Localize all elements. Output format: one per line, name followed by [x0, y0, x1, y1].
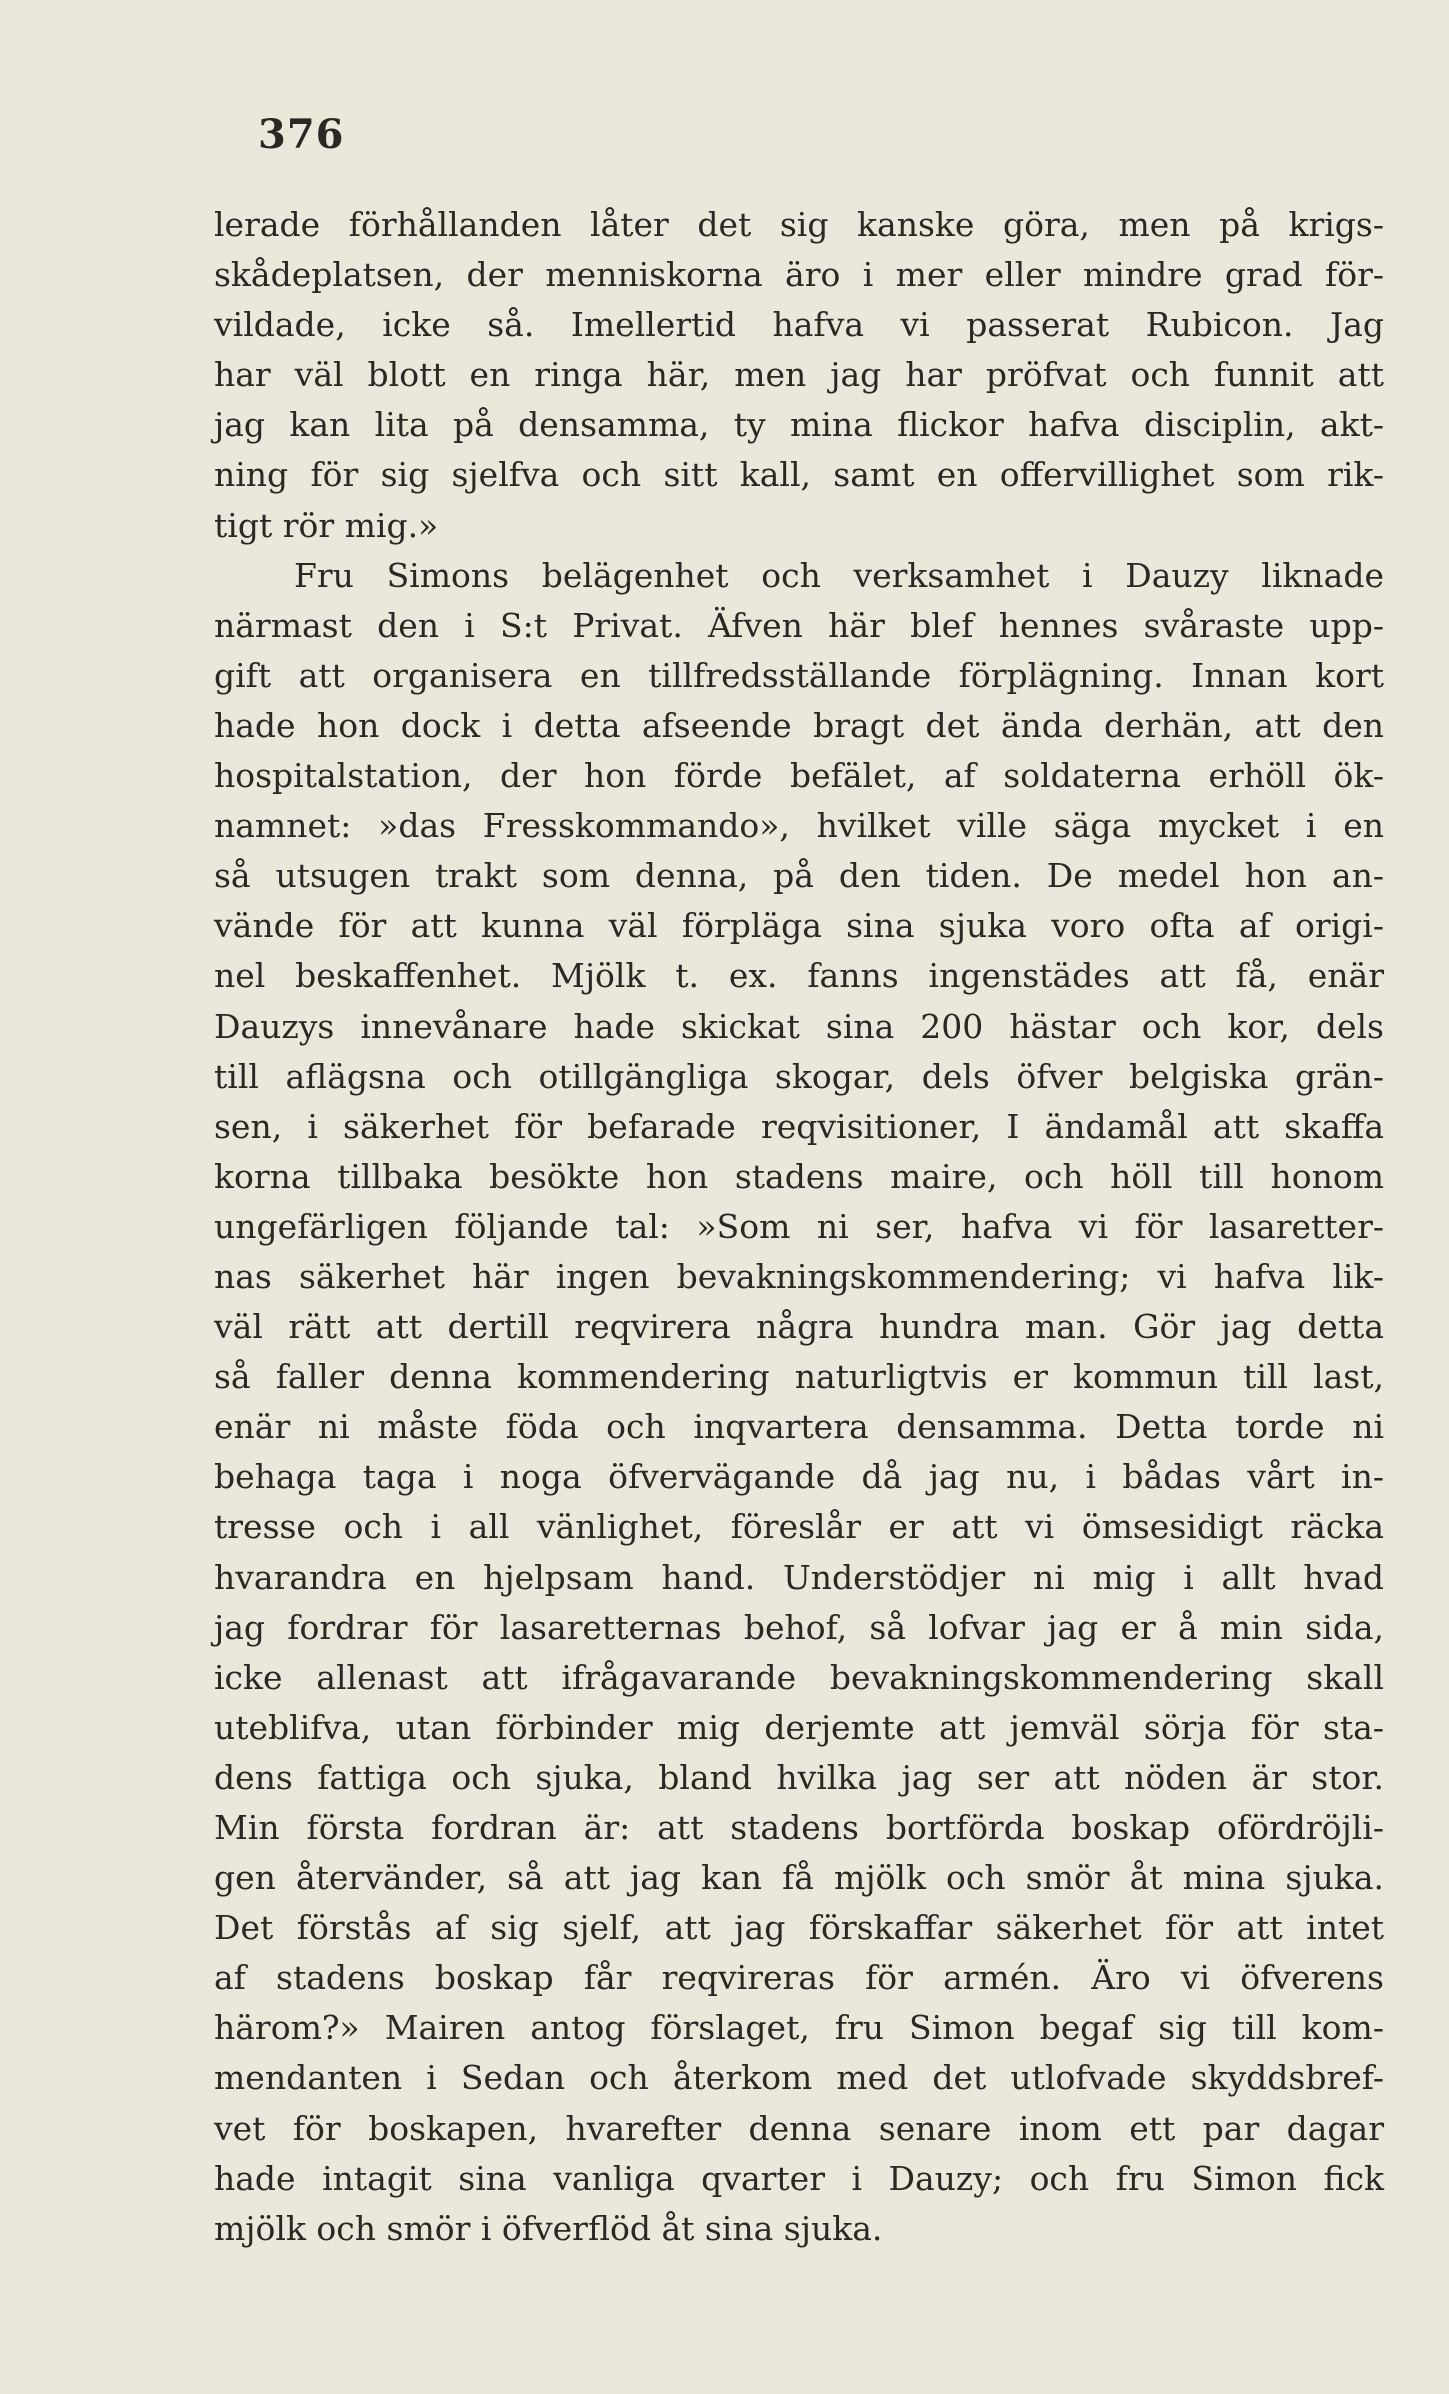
text-line: så faller denna kommendering naturligtvis er kommun till last,: [214, 1357, 1384, 1397]
paragraph-start-line: Fru Simons belägenhet och verksamhet i Dauzy liknade: [294, 555, 1384, 595]
text-line: tresse och i all vänlighet, föreslår er att vi ömsesidigt räcka: [214, 1507, 1384, 1547]
text-line: hvarandra en hjelpsam hand. Understödjer ni mig i allt hvad: [214, 1557, 1384, 1597]
text-line: Dauzys innevånare hade skickat sina 200 hästar och kor, dels: [214, 1006, 1384, 1046]
text-line: hade intagit sina vanliga qvarter i Dauzy; och fru Simon fick: [214, 2158, 1384, 2198]
text-line: härom?» Mairen antog förslaget, fru Simon begaf sig till kom-: [214, 2008, 1384, 2048]
text-line: behaga taga i noga öfvervägande då jag nu, i bådas vårt in-: [214, 1457, 1384, 1497]
text-line: skådeplatsen, der menniskorna äro i mer eller mindre grad för-: [214, 255, 1384, 295]
text-line: Det förstås af sig sjelf, att jag förskaffar säkerhet för att intet: [214, 1908, 1384, 1948]
text-line: hospitalstation, der hon förde befälet, af soldaterna erhöll ök-: [214, 756, 1384, 796]
paragraph-end-line: tigt rör mig.»: [214, 505, 439, 545]
text-line: mendanten i Sedan och återkom med det utlofvade skyddsbref-: [214, 2058, 1384, 2098]
text-line: gen återvänder, så att jag kan få mjölk och smör åt mina sjuka.: [214, 1858, 1384, 1898]
text-line: uteblifva, utan förbinder mig derjemte att jemväl sörja för sta-: [214, 1707, 1384, 1747]
text-line: lerade förhållanden låter det sig kanske göra, men på krigs-: [214, 205, 1384, 244]
text-line: dens fattiga och sjuka, bland hvilka jag ser att nöden är stor.: [214, 1757, 1384, 1797]
paragraph-end-line: mjölk och smör i öfverflöd åt sina sjuka.: [214, 2208, 883, 2248]
text-line: gift att organisera en tillfredsställande förplägning. Innan kort: [214, 655, 1384, 695]
text-line: väl rätt att dertill reqvirera några hundra man. Gör jag detta: [214, 1307, 1384, 1347]
text-line: af stadens boskap får reqvireras för armén. Äro vi öfverens: [214, 1958, 1384, 1998]
body-text: [214, 200, 1384, 2254]
text-line: har väl blott en ringa här, men jag har pröfvat och funnit att: [214, 355, 1384, 395]
text-line: hade hon dock i detta afseende bragt det ända derhän, att den: [214, 705, 1384, 745]
text-line: Min första fordran är: att stadens bortförda boskap ofördröjli-: [214, 1808, 1384, 1847]
text-line: korna tillbaka besökte hon stadens maire, och höll till honom: [214, 1156, 1384, 1196]
text-line: namnet: »das Fresskommando», hvilket ville säga mycket i en: [214, 806, 1384, 846]
text-line: vildade, icke så. Imellertid hafva vi passerat Rubicon. Jag: [214, 305, 1384, 345]
text-line: ning för sig sjelfva och sitt kall, samt en offervillighet som rik-: [214, 455, 1384, 495]
text-line: vet för boskapen, hvarefter denna senare inom ett par dagar: [214, 2108, 1384, 2148]
text-line: sen, i säkerhet för befarade reqvisitioner, I ändamål att skaffa: [214, 1106, 1384, 1146]
text-line: till aflägsna och otillgängliga skogar, dels öfver belgiska grän-: [214, 1056, 1384, 1096]
text-line: vände för att kunna väl förpläga sina sjuka voro ofta af origi-: [214, 906, 1384, 946]
text-line: jag fordrar för lasaretternas behof, så lofvar jag er å min sida,: [214, 1607, 1384, 1647]
text-line: icke allenast att ifrågavarande bevakningskommendering skall: [214, 1657, 1384, 1697]
page-number: 376: [258, 111, 345, 158]
text-line: så utsugen trakt som denna, på den tiden. De medel hon an-: [214, 856, 1384, 896]
text-line: nel beskaffenhet. Mjölk t. ex. fanns ingenstädes att få, enär: [214, 956, 1384, 996]
text-line: jag kan lita på densamma, ty mina flickor hafva disciplin, akt-: [214, 405, 1384, 445]
text-line: enär ni måste föda och inqvartera densamma. Detta torde ni: [214, 1407, 1384, 1447]
text-line: närmast den i S:t Privat. Äfven här blef hennes svåraste upp-: [214, 605, 1384, 645]
text-line: nas säkerhet här ingen bevakningskommendering; vi hafva lik-: [214, 1256, 1384, 1296]
text-line: ungefärligen följande tal: »Som ni ser, hafva vi för lasaretter-: [214, 1206, 1384, 1246]
